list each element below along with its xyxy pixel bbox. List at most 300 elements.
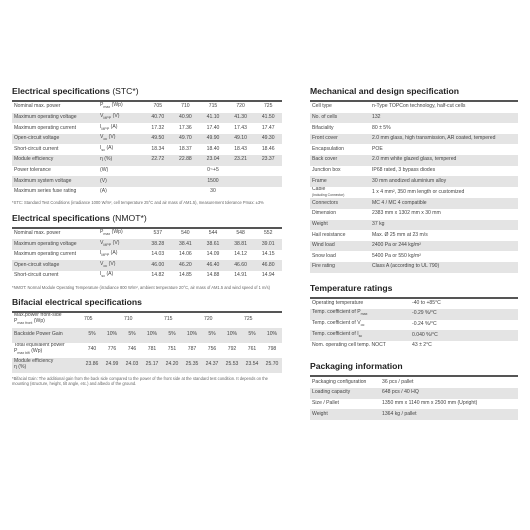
row-symbol (98, 239, 144, 250)
value-cell: 792 (227, 346, 237, 353)
label-text: Dimension (312, 210, 337, 217)
nmot-table (12, 229, 282, 282)
row-value: -0.29 %/°C (410, 309, 518, 320)
power-cell: 705 (84, 316, 93, 323)
table-row (12, 358, 282, 373)
label-text: Wind load (312, 242, 335, 249)
table-row (12, 144, 282, 155)
value-cell: 23.54 (242, 358, 262, 373)
unit: (A) (110, 123, 118, 130)
row-label: Short-circuit current (14, 272, 59, 279)
spacer-cell (144, 187, 172, 198)
table-row (12, 134, 282, 145)
table-row (12, 313, 282, 328)
value-cell: 18.34 (151, 145, 165, 152)
table-row (310, 198, 518, 209)
table-row (310, 388, 518, 399)
row-value: 1350 mm x 1140 mm x 2500 mm (Upright) (382, 400, 478, 407)
row-label: Maximum series fuse rating (14, 188, 77, 195)
value-cell: 24.37 (202, 358, 222, 373)
value-cell: 14.88 (206, 272, 220, 279)
table-row (12, 239, 282, 250)
row-value: 0.040 %/°C (410, 330, 518, 341)
right-column (310, 86, 518, 420)
value-cell: 18.40 (206, 145, 220, 152)
table-row (12, 123, 282, 134)
symbol: I (100, 144, 102, 151)
row-value: Class A (according to UL 790) (370, 262, 518, 273)
value-cell: 38.41 (172, 239, 200, 250)
table-row (310, 299, 518, 310)
value-cell: 24.99 (102, 358, 122, 373)
row-label (310, 309, 410, 320)
value-cell: 781 (147, 346, 157, 353)
value-cell: 22.88 (172, 155, 200, 166)
value-cell: 10% (182, 328, 202, 343)
row-label (12, 343, 82, 358)
row-label: Short-circuit current (14, 145, 59, 152)
power-cell: 725 (244, 316, 253, 323)
temp-table (310, 299, 518, 352)
table-row (310, 377, 518, 388)
row-symbol (98, 134, 144, 145)
value-cell: 751 (167, 346, 177, 353)
value-cell: 798 (267, 346, 277, 353)
row-label (310, 113, 370, 124)
value-cell: 720 (236, 103, 245, 110)
value-cell: 25.53 (222, 358, 242, 373)
row-label: Weight (310, 409, 380, 420)
label-text: Frame (312, 177, 327, 184)
table-row (310, 251, 518, 262)
table-row (12, 187, 282, 198)
value-cell: 23.86 (82, 358, 102, 373)
label-text: Operating temperature (312, 299, 364, 306)
row-value: IP68 rated, 3 bypass diodes (372, 166, 436, 173)
label-sub: sc (358, 333, 363, 338)
value-cell: 49.70 (172, 134, 200, 145)
row-label: Power tolerance (14, 166, 51, 173)
table-row (310, 123, 518, 134)
symbol-sub: max (103, 105, 111, 110)
symbol: I (100, 271, 102, 278)
value-cell: 5% (122, 328, 142, 343)
label-text: Weight (312, 220, 328, 227)
table-row (12, 328, 282, 343)
table-row (310, 209, 518, 220)
row-label: Module efficiency (12, 155, 98, 166)
label-line: Total equivalent power (14, 342, 65, 349)
symbol-sub: max (103, 231, 111, 236)
table-row (310, 309, 518, 320)
label-text: Connectors (312, 199, 339, 206)
row-value: 2.0 mm glass, high transmission, AR coated, tempered (370, 134, 518, 145)
label-line: Module efficiency (14, 358, 54, 365)
row-label (310, 176, 370, 187)
row-symbol (98, 113, 144, 124)
row-value: 43 ± 2°C (412, 342, 432, 349)
bifacial-table (12, 313, 282, 373)
value-cell: 22.72 (144, 155, 172, 166)
row-label: Backside Power Gain (12, 328, 82, 343)
row-value: 1 x 4 mm², 350 mm length or customized (372, 188, 465, 195)
value-cell: 5% (82, 328, 102, 343)
row-label (310, 220, 370, 231)
value-cell: 5% (242, 328, 262, 343)
symbol: I (100, 123, 102, 130)
symbol-sub: MPP (103, 242, 112, 247)
symbol-sub: oc (103, 263, 108, 268)
bifacial-title: Bifacial electrical specifications (12, 297, 282, 313)
spacer-cell (172, 187, 200, 198)
mech-table (310, 102, 518, 273)
value-cell: 740 (87, 346, 97, 353)
row-label (310, 134, 370, 145)
table-row (12, 155, 282, 166)
row-value: Max. Ø 25 mm at 23 m/s (372, 231, 428, 238)
row-label (310, 230, 370, 241)
table-row (310, 144, 518, 155)
row-value: 80 ± 5% (372, 124, 391, 131)
table-row (310, 330, 518, 341)
row-value: 2400 Pa or 244 kg/m² (370, 241, 518, 252)
table-row (310, 341, 518, 352)
value-cell: 710 (181, 103, 190, 110)
row-label (310, 144, 370, 155)
value-cell: 715 (208, 103, 218, 110)
value-cell: 14.82 (151, 272, 165, 279)
value-cell: 46.00 (144, 260, 172, 271)
stc-title: Electrical specifications (STC*) (12, 86, 282, 102)
value-cell: 5% (202, 328, 222, 343)
value-cell: 1500 (199, 176, 227, 187)
row-label: Nominal max. power (14, 229, 61, 236)
row-symbol (98, 155, 144, 166)
row-label (310, 341, 410, 352)
table-row (12, 113, 282, 124)
label-sub: (Including Connector) (312, 192, 345, 197)
value-cell: 17.32 (151, 124, 165, 131)
row-symbol (98, 144, 144, 155)
packaging-title: Packaging information (310, 361, 518, 377)
spacer-cell (254, 176, 282, 187)
table-row (310, 102, 518, 113)
table-row (310, 113, 518, 124)
value-cell: 14.09 (206, 251, 220, 258)
label-text: Cell type (312, 103, 332, 110)
row-symbol (98, 102, 144, 113)
value-cell: 10% (262, 328, 282, 343)
stc-note: *STC: Standard Test Conditions (irradiance 1000 W/m², cell temperature 25°C and air mass of AM1.5), measurement tolerance Pmax: ±3% (12, 200, 264, 206)
value-cell: 41.30 (227, 113, 255, 124)
label-line: Max.power front-side (14, 312, 62, 319)
table-row (310, 399, 518, 410)
symbol: V (100, 112, 104, 119)
nmot-title: Electrical specifications (NMOT*) (12, 213, 282, 229)
symbol-sub: MPP (101, 126, 110, 131)
row-unit: (A) (100, 188, 107, 195)
label-line: η (%) (14, 364, 27, 371)
row-value: 5400 Pa or 550 kg/m² (372, 252, 421, 259)
row-value: POE (372, 145, 383, 152)
symbol-sub: sc (101, 274, 106, 279)
row-label (310, 102, 370, 113)
row-label: Packaging configuration (312, 378, 367, 385)
value-cell: 17.36 (179, 124, 192, 131)
label-text: Back cover (312, 156, 338, 163)
label-text: Temp. coefficient of V (312, 320, 361, 327)
table-row (12, 229, 282, 240)
row-symbol (98, 271, 144, 282)
symbol: V (100, 134, 104, 141)
row-label: Open-circuit voltage (12, 260, 98, 271)
value-cell: 25.17 (142, 358, 162, 373)
value-cell: 49.10 (227, 134, 255, 145)
row-label (12, 358, 82, 373)
table-row (12, 271, 282, 282)
value-cell: 17.47 (261, 124, 275, 131)
label-text: No. of cells (312, 113, 338, 120)
value-cell: 41.50 (254, 113, 282, 124)
unit: (V) (112, 112, 120, 119)
value-cell: 18.43 (234, 145, 247, 152)
spacer-cell (227, 166, 255, 177)
value-cell: 23.04 (199, 155, 227, 166)
symbol-sub: max bifi (17, 351, 30, 356)
value-cell: 705 (153, 103, 163, 110)
symbol-sub: max front (17, 321, 33, 326)
value-cell: 10% (142, 328, 162, 343)
value-cell: 41.10 (199, 113, 227, 124)
value-cell: 39.01 (254, 239, 282, 250)
unit: (Wp) (111, 228, 123, 235)
value-cell: 40.90 (172, 113, 200, 124)
value-cell: 49.50 (144, 134, 172, 145)
value-cell: 18.46 (261, 145, 275, 152)
value-cell: 17.43 (234, 124, 247, 131)
value-cell: 24.20 (162, 358, 182, 373)
row-value: n-Type TOPCon technology, half-cut cells (372, 103, 466, 110)
row-label (310, 299, 410, 310)
value-cell: 18.37 (179, 145, 192, 152)
row-label (310, 262, 370, 273)
left-column (12, 86, 282, 386)
label-text: Snow load (312, 252, 336, 259)
power-cell: 710 (124, 316, 133, 323)
value-cell: 787 (187, 346, 197, 353)
value-cell: 23.21 (227, 155, 255, 166)
value-cell: 49.30 (254, 134, 282, 145)
row-label (310, 251, 370, 262)
row-value: 648 pcs / 40 HQ (380, 388, 518, 399)
symbol: P (14, 318, 18, 325)
spacer-cell (144, 166, 172, 177)
unit: (A) (110, 250, 118, 257)
spacer-cell (227, 176, 255, 187)
value-cell: 14.85 (179, 272, 192, 279)
row-label (310, 320, 410, 331)
unit: (Wp) (111, 102, 123, 109)
value-cell: 540 (181, 229, 190, 236)
spacer-cell (144, 176, 172, 187)
spacer-cell (254, 187, 282, 198)
row-label: Maximum operating current (14, 251, 76, 258)
symbol-sub: MPP (101, 253, 110, 258)
row-value: 132 (370, 113, 518, 124)
table-row (12, 166, 282, 177)
value-cell: 10% (222, 328, 242, 343)
row-label (310, 198, 370, 209)
value-cell: 49.90 (199, 134, 227, 145)
label-text: Nom. operating cell temp. NOCT (312, 342, 386, 349)
table-row (310, 176, 518, 187)
table-row (310, 409, 518, 420)
row-unit: (W) (100, 166, 109, 173)
value-cell: 38.61 (199, 239, 227, 250)
power-cell: 720 (204, 316, 213, 323)
value-cell: 5% (162, 328, 182, 343)
label-text: Hail resistance (312, 231, 346, 238)
spacer-cell (254, 166, 282, 177)
unit: (A) (106, 144, 114, 151)
table-row (12, 102, 282, 113)
spacer-cell (172, 166, 200, 177)
table-row (310, 155, 518, 166)
value-cell: 38.81 (227, 239, 255, 250)
row-label: Maximum system voltage (12, 176, 98, 187)
row-label: Loading capacity (310, 388, 380, 399)
value-cell: 537 (153, 229, 163, 236)
spacer-cell (172, 176, 200, 187)
value-cell: 40.70 (144, 113, 172, 124)
value-cell: 14.94 (261, 272, 275, 279)
value-cell: 725 (263, 103, 273, 110)
table-row (310, 166, 518, 177)
value-cell: 756 (207, 346, 217, 353)
row-value: 37 kg (370, 220, 518, 231)
table-row (310, 262, 518, 273)
label-text: Bifaciality (312, 124, 334, 131)
table-row (310, 230, 518, 241)
value-cell: 761 (247, 346, 257, 353)
row-label (310, 155, 370, 166)
label-sub: oc (360, 323, 365, 328)
row-value: 30 mm anodized aluminium alloy (370, 176, 518, 187)
row-value: 2383 mm x 1302 mm x 30 mm (372, 210, 441, 217)
table-row (310, 187, 518, 199)
row-label (310, 123, 370, 134)
unit: (%) (104, 156, 113, 163)
value-cell: 46.20 (172, 260, 200, 271)
bifacial-note: *Bifacial Gain: The additional gain from the back side compared to the power of the front side at the standard test condition. It depends on the mounting (structure, height, tilt angle, etc.) and albedo of the ground. (12, 375, 268, 386)
nmot-note: *NMOT: Normal Module Operating Temperature (irradiance 800 W/m², ambient temperature 20°C, air mass of AM1.5 and wind speed of 1 m/s) (12, 284, 270, 290)
value-cell: 46.60 (227, 260, 255, 271)
row-unit: (V) (98, 176, 144, 187)
symbol-sub: MPP (103, 116, 112, 120)
row-value: 1364 kg / pallet (380, 409, 518, 420)
label-text: Junction box (312, 166, 341, 173)
symbol: P (100, 102, 104, 109)
row-symbol (98, 123, 144, 134)
row-value: 36 pcs / pallet (382, 378, 414, 385)
row-symbol (98, 260, 144, 271)
stc-table (12, 102, 282, 197)
row-label (310, 209, 370, 220)
value-cell: 25.70 (262, 358, 282, 373)
row-label: Maximum operating voltage (12, 239, 98, 250)
value-cell: 30 (210, 188, 216, 195)
row-label: Maximum operating current (14, 124, 76, 131)
table-row (310, 134, 518, 145)
symbol: V (100, 260, 104, 267)
table-row (310, 241, 518, 252)
value-cell: 552 (263, 229, 273, 236)
row-value: MC 4 / MC 4 compatible (370, 198, 518, 209)
temp-title: Temperature ratings (310, 283, 518, 299)
value-cell: 746 (127, 346, 137, 353)
value-cell: 14.15 (261, 251, 275, 258)
row-value: 2.0 mm white glazed glass, tempered (370, 155, 518, 166)
value-cell: 776 (107, 346, 117, 353)
value-cell: 25.35 (182, 358, 202, 373)
table-row (12, 260, 282, 271)
value-cell: 38.28 (144, 239, 172, 250)
value-cell: 14.03 (151, 251, 165, 258)
row-value: -0.24 %/°C (412, 321, 437, 328)
row-label: Nominal max. power (14, 103, 61, 110)
unit: (Wp) (33, 318, 45, 325)
value-cell: 0~+5 (207, 166, 219, 173)
label-text: Temp. coefficient of I (312, 330, 359, 337)
value-cell: 10% (102, 328, 122, 343)
symbol: η (100, 156, 103, 163)
label-sub: max (360, 312, 368, 317)
row-label: Size / Pallet (312, 400, 339, 407)
row-label: Open-circuit voltage (12, 134, 98, 145)
row-label (12, 313, 82, 328)
value-cell: 544 (208, 229, 218, 236)
value-cell: 23.37 (254, 155, 282, 166)
value-cell: 24.03 (122, 358, 142, 373)
row-symbol (98, 250, 144, 261)
label-text: Temp. coefficient of P (312, 309, 361, 316)
unit: (V) (112, 239, 120, 246)
symbol: V (100, 239, 104, 246)
unit: (A) (106, 271, 114, 278)
row-label (310, 330, 410, 341)
row-label (310, 187, 370, 199)
power-cell: 715 (164, 316, 173, 323)
row-label: Maximum operating voltage (12, 113, 98, 124)
value-cell: 548 (236, 229, 245, 236)
unit: (V) (108, 134, 116, 141)
table-row (310, 320, 518, 331)
table-row (12, 250, 282, 261)
label-text: Cable (312, 186, 326, 192)
table-row (310, 220, 518, 231)
table-row (12, 176, 282, 187)
symbol: I (100, 250, 102, 257)
packaging-table (310, 377, 518, 419)
table-row (12, 343, 282, 358)
row-label (310, 241, 370, 252)
row-label (310, 166, 370, 177)
value-cell: 14.12 (234, 251, 247, 258)
value-cell: 17.40 (206, 124, 220, 131)
unit: (V) (108, 260, 116, 267)
value-cell: 46.40 (199, 260, 227, 271)
value-cell: 14.06 (179, 251, 192, 258)
